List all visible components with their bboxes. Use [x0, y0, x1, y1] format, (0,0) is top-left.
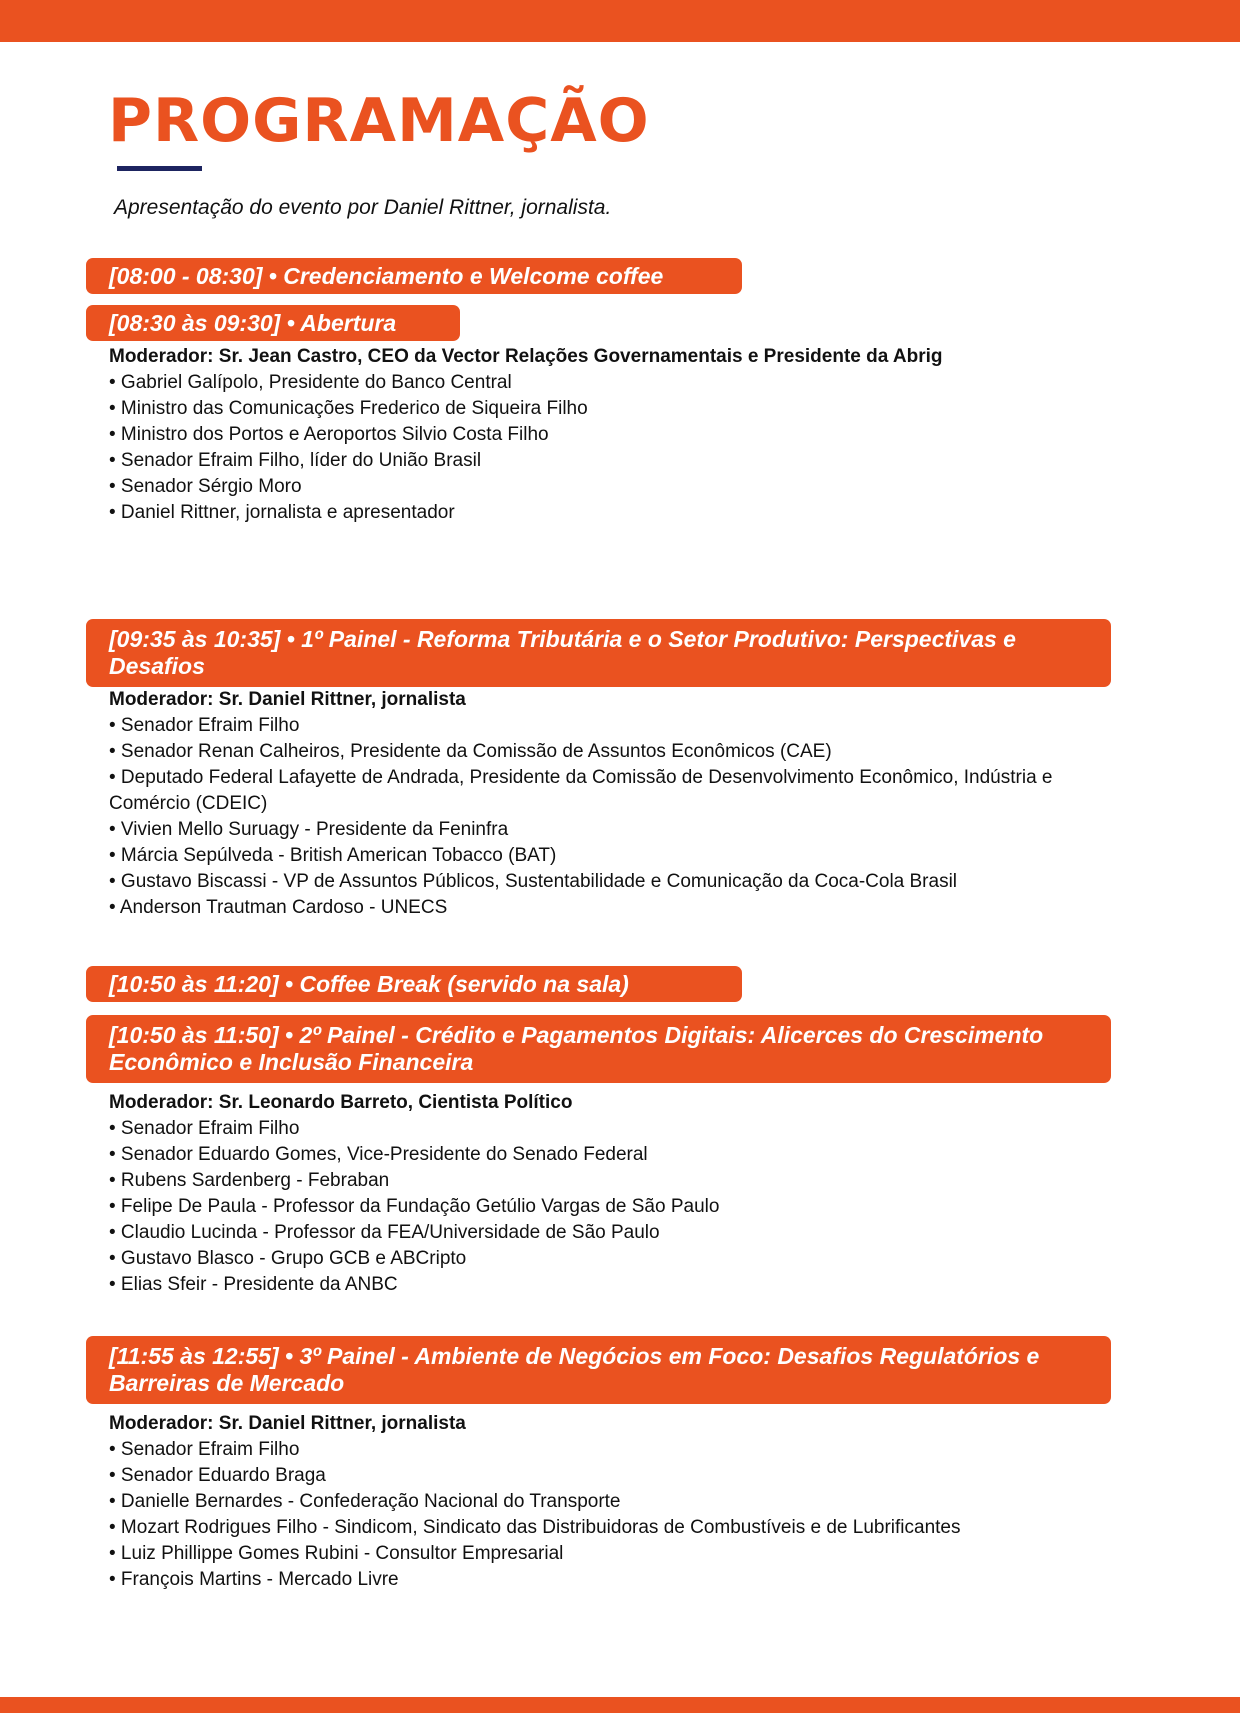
session-header-abertura: [86, 305, 460, 341]
participant-list: [109, 1116, 1119, 1298]
moderator-name: Sr. Jean Castro, CEO da Vector Relações Governamentais e Presidente da Abrig: [218, 346, 943, 367]
list-item: • Senador Efraim Filho: [109, 1118, 300, 1139]
list-item: • Daniel Rittner, jornalista e apresentador: [109, 502, 455, 523]
list-item: • Mozart Rodrigues Filho - Sindicom, Sindicato das Distribuidoras de Combustíveis e de Lubrificantes: [109, 1517, 961, 1538]
session-details-abertura: [109, 344, 1119, 526]
session-time-title: [09:35 às 10:35] • 1º Painel - Reforma Tributária e o Setor Produtivo: Perspectivas e Desafios: [109, 626, 1016, 679]
list-item: • Elias Sfeir - Presidente da ANBC: [109, 1274, 398, 1295]
list-item: • Vivien Mello Suruagy - Presidente da Feninfra: [109, 819, 509, 840]
session-details-painel-1: [109, 687, 1119, 921]
list-item: • Felipe De Paula - Professor da Fundação Getúlio Vargas de São Paulo: [109, 1196, 720, 1217]
moderator-name: Sr. Daniel Rittner, jornalista: [218, 1413, 466, 1434]
moderator-label: Moderador:: [109, 689, 214, 710]
list-item: • Senador Eduardo Gomes, Vice-Presidente do Senado Federal: [109, 1144, 648, 1165]
session-time-title: [08:30 às 09:30] • Abertura: [109, 309, 397, 336]
list-item: • Rubens Sardenberg - Febraban: [109, 1170, 390, 1191]
moderator-name: Sr. Leonardo Barreto, Cientista Político: [218, 1092, 573, 1113]
session-header-credenciamento: [86, 258, 742, 294]
moderator-name: Sr. Daniel Rittner, jornalista: [218, 689, 466, 710]
list-item: • Gustavo Blasco - Grupo GCB e ABCripto: [109, 1248, 467, 1269]
participant-list: [109, 713, 1119, 921]
moderator-label: Moderador:: [109, 346, 214, 367]
list-item: • Ministro das Comunicações Frederico de Siqueira Filho: [109, 398, 588, 419]
list-item: • Deputado Federal Lafayette de Andrada, Presidente da Comissão de Desenvolvimento Econômico, Indústria e Comércio (CDEIC): [109, 767, 1053, 814]
list-item: • Senador Efraim Filho: [109, 715, 300, 736]
list-item: • Danielle Bernardes - Confederação Nacional do Transporte: [109, 1491, 621, 1512]
page-title: PROGRAMAÇÃO: [108, 86, 650, 156]
session-time-title: [10:50 às 11:20] • Coffee Break (servido na sala): [109, 970, 629, 997]
session-details-painel-3: [109, 1411, 1119, 1593]
list-item: • Gabriel Galípolo, Presidente do Banco Central: [109, 372, 512, 393]
list-item: • Ministro dos Portos e Aeroportos Silvio Costa Filho: [109, 424, 549, 445]
list-item: • Luiz Phillippe Gomes Rubini - Consultor Empresarial: [109, 1543, 564, 1564]
session-time-title: [10:50 às 11:50] • 2º Painel - Crédito e Pagamentos Digitais: Alicerces do Crescimento Econômico e Inclusão Financeira: [109, 1022, 1044, 1075]
moderator-line: [109, 687, 1119, 713]
list-item: • Senador Sérgio Moro: [109, 476, 302, 497]
page-subtitle: Apresentação do evento por Daniel Rittner, jornalista.: [114, 196, 612, 219]
list-item: • Senador Efraim Filho: [109, 1439, 300, 1460]
list-item: • Claudio Lucinda - Professor da FEA/Universidade de São Paulo: [109, 1222, 660, 1243]
participant-list: [109, 370, 1119, 526]
session-details-painel-2: [109, 1090, 1119, 1298]
list-item: • Gustavo Biscassi - VP de Assuntos Públicos, Sustentabilidade e Comunicação da Coca-Cola Brasil: [109, 871, 958, 892]
session-header-painel-3: [86, 1336, 1111, 1404]
list-item: • Senador Eduardo Braga: [109, 1465, 326, 1486]
moderator-line: [109, 344, 1119, 370]
participant-list: [109, 1437, 1119, 1593]
moderator-line: [109, 1090, 1119, 1116]
list-item: • François Martins - Mercado Livre: [109, 1569, 399, 1590]
list-item: • Senador Efraim Filho, líder do União Brasil: [109, 450, 482, 471]
list-item: • Márcia Sepúlveda - British American Tobacco (BAT): [109, 845, 557, 866]
session-time-title: [08:00 - 08:30] • Credenciamento e Welcome coffee: [109, 262, 664, 289]
session-time-title: [11:55 às 12:55] • 3º Painel - Ambiente de Negócios em Foco: Desafios Regulatórios e Barreiras de Mercado: [109, 1343, 1040, 1396]
list-item: • Senador Renan Calheiros, Presidente da Comissão de Assuntos Econômicos (CAE): [109, 741, 832, 762]
moderator-label: Moderador:: [109, 1092, 214, 1113]
list-item: • Anderson Trautman Cardoso - UNECS: [109, 897, 448, 918]
moderator-line: [109, 1411, 1119, 1437]
moderator-label: Moderador:: [109, 1413, 214, 1434]
session-header-coffee-break: [86, 966, 742, 1002]
top-accent-bar: [0, 0, 1240, 42]
bottom-accent-bar: [0, 1697, 1240, 1713]
session-header-painel-2: [86, 1015, 1111, 1083]
title-underline: [117, 166, 202, 171]
session-header-painel-1: [86, 619, 1111, 687]
